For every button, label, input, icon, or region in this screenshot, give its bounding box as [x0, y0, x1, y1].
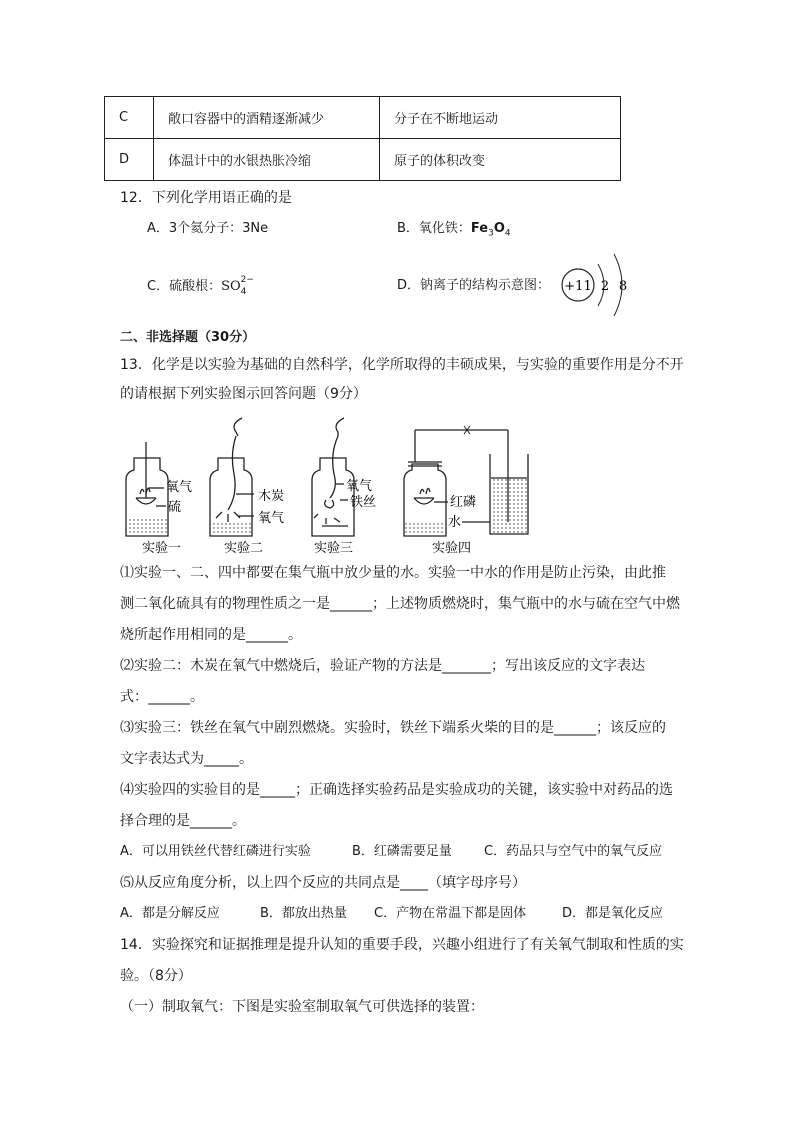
exp2-charcoal-label: 木炭 [258, 489, 285, 504]
shell-2-count: 8 [618, 279, 628, 294]
exp4-red-phosphorus-label: 红磷 [450, 495, 477, 510]
q12-option-a: A．3个氦分子：3Ne [147, 221, 269, 236]
exp1-apparatus [126, 442, 168, 536]
exp4-caption: 实验四 [432, 541, 472, 556]
q13-line2: 的请根据下列实验图示回答问题（9分） [120, 386, 367, 402]
q12-c-so: SO [221, 279, 241, 294]
exp1-oxygen-label: 氧气 [166, 480, 193, 495]
q13-p4a: ⑷实验四的实验目的是_____；正确选择实验药品是实验成功的关键，该实验中对药品的选 [120, 782, 673, 798]
q14-line2: 验。（8分） [120, 968, 192, 984]
q12-stem: 12．下列化学用语正确的是 [120, 190, 292, 206]
q13-p4-option-b: B．红磷需要足量 [352, 844, 452, 859]
row-explain: 分子在不断地运动 [380, 97, 621, 139]
q13-p5-option-d: D．都是氧化反应 [562, 906, 664, 921]
exp1-sulfur-label: 硫 [168, 500, 182, 515]
q12-c-sup: 2− [240, 275, 254, 285]
comparison-table [104, 96, 621, 181]
q12-b-o: O [493, 221, 505, 236]
q13-p2a: ⑵实验二：木炭在氧气中燃烧后，验证产物的方法是_______；写出该反应的文字表达 [120, 658, 645, 674]
q13-p1b: 测二氧化硫具有的物理性质之一是______；上述物质燃烧时，集气瓶中的水与硫在空气中燃 [120, 596, 680, 612]
q12-option-b [397, 219, 511, 244]
q12-b-sub1: 3 [488, 228, 494, 239]
q13-p1c: 烧所起作用相同的是______。 [120, 627, 302, 643]
q12-c-sub: 4 [240, 287, 247, 297]
q12-option-d: D．钠离子的结构示意图： [397, 278, 551, 293]
exp2-apparatus [210, 418, 252, 536]
exp2-caption: 实验二 [224, 541, 264, 556]
row-fact: 体温计中的水银热胀冷缩 [154, 139, 380, 181]
experiment-figure [112, 414, 532, 556]
shell-1-count: 2 [600, 279, 610, 294]
table-row [105, 97, 621, 139]
q13-p4-option-c: C．药品只与空气中的氧气反应 [484, 844, 663, 859]
table-row [105, 139, 621, 181]
q13-p4-option-a: A．可以用铁丝代替红磷进行实验 [120, 844, 311, 859]
row-explain: 原子的体积改变 [380, 139, 621, 181]
q13-line1: 13．化学是以实验为基础的自然科学，化学所取得的丰硕成果，与实验的重要作用是分不开 [120, 357, 684, 373]
section-title: 二、非选择题（30分） [120, 330, 256, 345]
exp3-apparatus [312, 418, 354, 536]
exp3-iron-wire-label: 铁丝 [350, 495, 377, 510]
exp4-water-label: 水 [448, 515, 462, 530]
q13-p3a: ⑶实验三：铁丝在氧气中剧烈燃烧。实验时，铁丝下端系火柴的目的是______；该反应的 [120, 720, 666, 736]
exp3-caption: 实验三 [314, 541, 354, 556]
row-fact: 敞口容器中的酒精逐渐减少 [154, 97, 380, 139]
sodium-ion-diagram [556, 250, 640, 322]
q13-p5-option-c: C．产物在常温下都是固体 [374, 906, 527, 921]
row-letter: D [105, 139, 154, 181]
q12-b-sub2: 4 [504, 228, 511, 239]
q12-option-c [147, 276, 255, 297]
q12-c-prefix: C．硫酸根： [147, 279, 222, 294]
q13-p5-option-b: B．都放出热量 [260, 906, 347, 921]
q13-p3b: 文字表达式为_____。 [120, 751, 253, 767]
exp4-apparatus [404, 426, 528, 536]
nucleus-charge: +11 [564, 279, 592, 294]
q14-line1: 14．实验探究和证据推理是提升认知的重要手段，兴趣小组进行了有关氧气制取和性质的实 [120, 937, 684, 953]
q13-p5-option-a: A．都是分解反应 [120, 906, 220, 921]
exp3-oxygen-label: 氧气 [346, 479, 373, 494]
q13-p2b: 式：______。 [120, 689, 204, 705]
q13-p1a: ⑴实验一、二、四中都要在集气瓶中放少量的水。实验一中水的作用是防止污染，由此推 [120, 565, 666, 581]
q13-p5: ⑸从反应角度分析，以上四个反应的共同点是____（填字母序号） [120, 875, 526, 891]
row-letter: C [105, 97, 154, 139]
exp1-caption: 实验一 [142, 541, 182, 556]
q13-p4b: 择合理的是______。 [120, 813, 246, 829]
q12-b-fe: Fe [470, 221, 489, 236]
q12-b-prefix: B．氧化铁： [397, 221, 471, 236]
exp2-oxygen-label: 氧气 [258, 511, 285, 526]
q14-line3: （一）制取氧气：下图是实验室制取氧气可供选择的装置： [120, 999, 484, 1015]
